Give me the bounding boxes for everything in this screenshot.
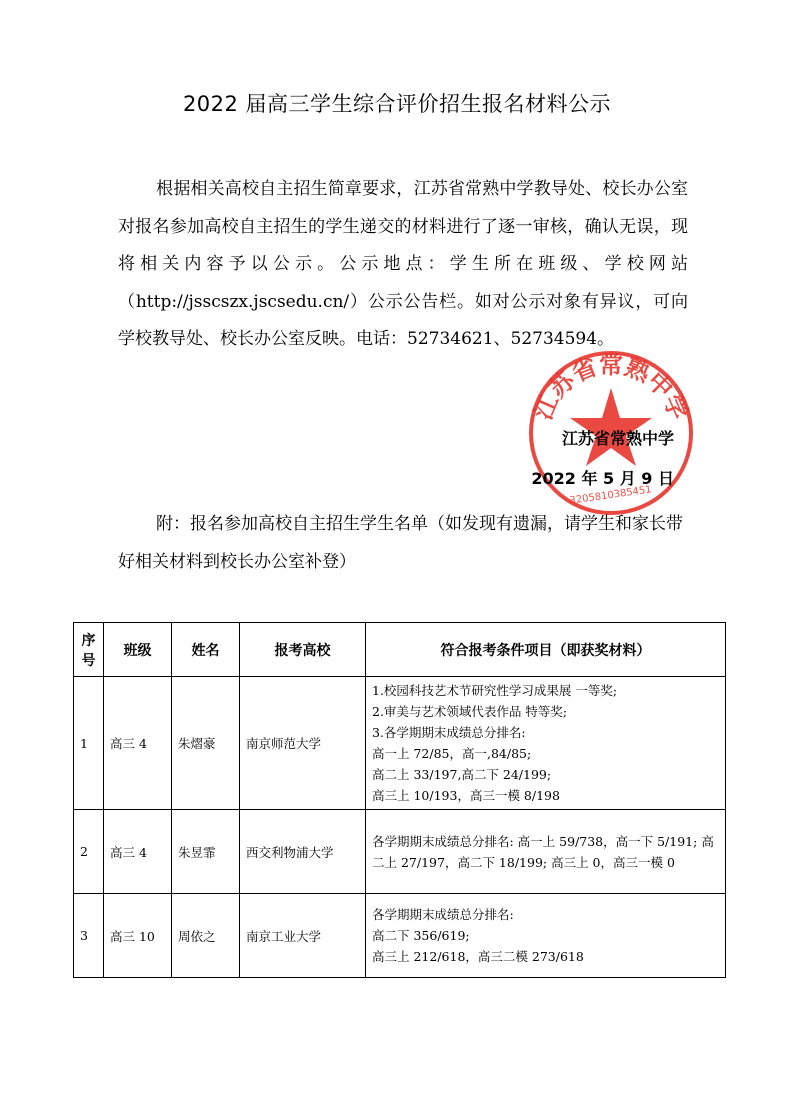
cell-criteria — [366, 677, 726, 810]
cell-class: 高三 4 — [104, 677, 172, 810]
cell-no: 2 — [74, 810, 104, 894]
cell-no: 1 — [74, 677, 104, 810]
criteria-line: 高二下 356/619; — [372, 928, 470, 943]
table-header-row — [74, 623, 726, 677]
header-university: 报考高校 — [240, 623, 366, 677]
cell-name: 朱昱霏 — [172, 810, 240, 894]
cell-name: 周依之 — [172, 894, 240, 978]
cell-university: 南京师范大学 — [240, 677, 366, 810]
applicant-table — [73, 622, 726, 978]
table-row — [74, 894, 726, 978]
signature-date: 2022 年 5 月 9 日 — [531, 469, 674, 488]
criteria-line: 高一上 72/85，高一,84/85; — [372, 746, 532, 761]
header-class: 班级 — [104, 623, 172, 677]
cell-name: 朱熠豪 — [172, 677, 240, 810]
criteria-line: 高二上 33/197,高二下 24/199; — [372, 767, 552, 782]
attachment-text: 附：报名参加高校自主招生学生名单（如发现有遗漏，请学生和家长带好相关材料到校长办公室补登） — [118, 514, 683, 572]
seal-code: 3205810385451 — [568, 484, 653, 507]
criteria-line: 各学期期末成绩总分排名: — [372, 907, 514, 922]
cell-university: 西交利物浦大学 — [240, 810, 366, 894]
seal-arc-path-text: 江苏省常熟中学 — [529, 350, 693, 424]
page-title: 2022 届高三学生综合评价招生报名材料公示 — [182, 92, 612, 116]
header-criteria: 符合报考条件项目（即获奖材料） — [366, 623, 726, 677]
cell-class: 高三 4 — [104, 810, 172, 894]
criteria-line: 2.审美与艺术领域代表作品 特等奖; — [372, 704, 568, 719]
criteria-line: 1.校园科技艺术节研究性学习成果展 一等奖; — [372, 683, 618, 698]
notice-text: 根据相关高校自主招生简章要求，江苏省常熟中学教导处、校长办公室对报名参加高校自主招生的学生递交的材料进行了逐一审核，确认无误，现将相关内容予以公示。公示地点：学生所在班级、学校网站（http://jsscszx.jscsedu.cn/）公示公告栏。如对公示对象有异议，可向学校教导处、校长办公室反映。电话：52734621、52734594。 — [118, 179, 688, 349]
attachment-note — [118, 506, 688, 581]
criteria-line: 高三上 10/193，高三一模 8/198 — [372, 788, 560, 803]
cell-no: 3 — [74, 894, 104, 978]
criteria-line: 3.各学期期末成绩总分排名: — [372, 725, 526, 740]
notice-paragraph — [118, 171, 688, 359]
criteria-line: 高三上 212/618，高三二模 273/618 — [372, 949, 584, 964]
cell-class: 高三 10 — [104, 894, 172, 978]
table-row — [74, 810, 726, 894]
signature-org: 江苏省常熟中学 — [561, 429, 674, 448]
cell-university: 南京工业大学 — [240, 894, 366, 978]
header-name: 姓名 — [172, 623, 240, 677]
table-row — [74, 677, 726, 810]
cell-criteria — [366, 894, 726, 978]
header-no: 序号 — [74, 623, 104, 677]
cell-criteria: 各学期期末成绩总分排名: 高一上 59/738，高一下 5/191; 高二上 27/197，高二下 18/199; 高三上 0，高三一模 0 — [366, 810, 726, 894]
